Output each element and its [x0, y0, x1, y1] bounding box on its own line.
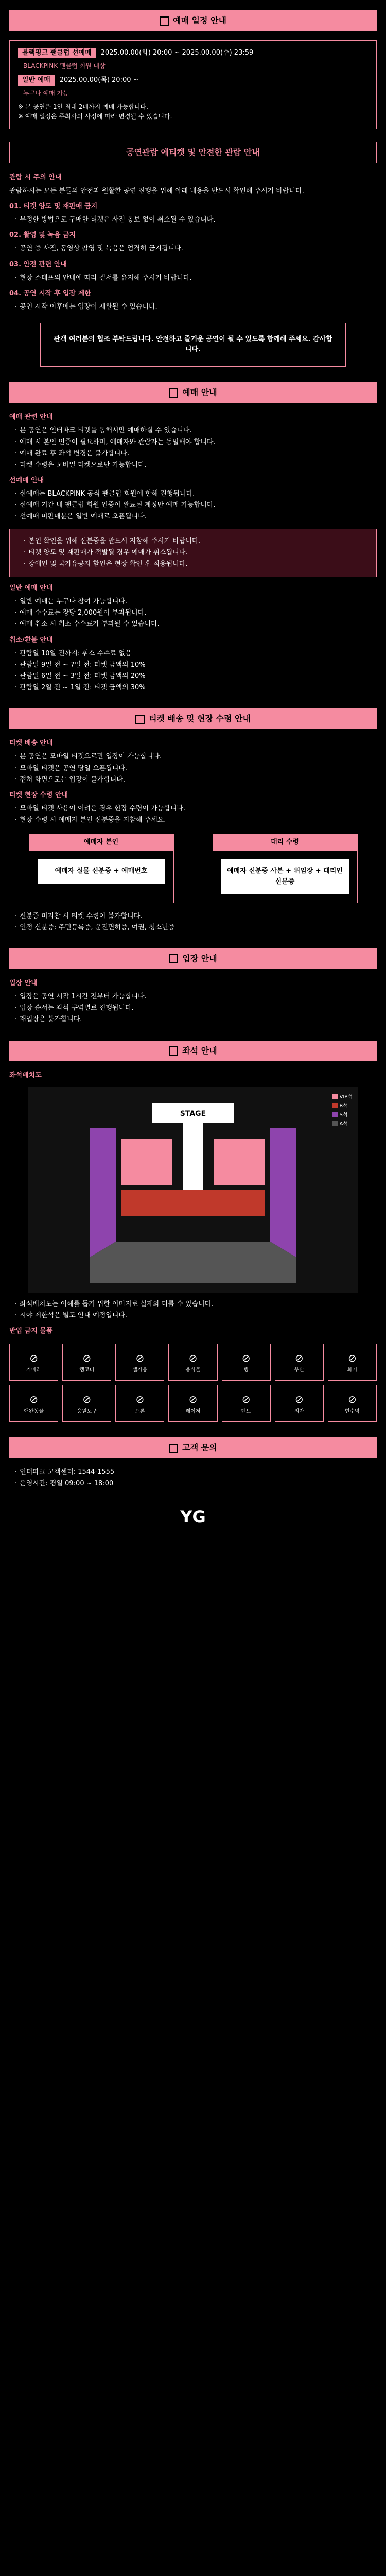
prohibited-label: 캠코더 [79, 1367, 95, 1373]
notice-item-4-h: 04. 공연 시작 후 입장 제한 [9, 289, 91, 297]
chair-icon: ⊘ 의자 [275, 1385, 324, 1422]
umbrella-icon: ⊘ 우산 [275, 1344, 324, 1381]
legend-item [332, 1120, 353, 1128]
prohibited-icons [9, 1344, 377, 1422]
floor-left [121, 1139, 172, 1185]
legend-vip: VIP석 [339, 1094, 353, 1100]
seat-title-text: 좌석 안내 [182, 1045, 217, 1056]
pickup-proxy-body: 예매자 신분증 사본 + 위임장 + 대리인 신분증 [221, 859, 349, 894]
sale-info-title-text: 예매 일정 안내 [173, 15, 226, 25]
ticket-line-4-4: · 관람일 2일 전 ~ 1일 전: 티켓 금액의 30% [14, 683, 377, 693]
stand-left [90, 1128, 116, 1257]
ticket-icon [169, 388, 178, 398]
prohibited-label: 애완동물 [24, 1408, 44, 1414]
mobile-heading-1: 티켓 배송 안내 [9, 739, 53, 748]
mobile-line-1-1: · 본 공연은 모바일 티켓으로만 입장이 가능합니다. [14, 752, 377, 762]
entry-line-3: · 재입장은 불가합니다. [14, 1014, 377, 1025]
ticket-heading-1: 예매 관련 안내 [9, 413, 53, 421]
notice-item-4-t: · 공연 시작 이후에는 입장이 제한될 수 있습니다. [14, 302, 377, 312]
legend-a: A석 [339, 1121, 348, 1127]
sale-note-1: BLACKPINK 팬클럽 회원 대상 [23, 62, 106, 70]
sale-date-2: 2025.00.00(목) 20:00 ~ [59, 76, 139, 84]
contact-line-2: · 운영시간: 평일 09:00 ~ 18:00 [14, 1479, 377, 1489]
sale-row-2 [18, 75, 368, 86]
camcorder-icon: ⊘ 캠코더 [62, 1344, 111, 1381]
pickup-self-card [29, 834, 174, 903]
seat-line-2: · 시야 제한석은 별도 안내 예정입니다. [14, 1311, 377, 1321]
pickup-proxy-head: 대리 수령 [213, 834, 357, 851]
page [0, 10, 386, 2576]
ticket-line-1-2: · 예매 시 본인 인증이 필요하며, 예매자와 관람자는 동일해야 합니다. [14, 437, 377, 448]
stand-right [270, 1128, 296, 1257]
notice-item-1-h: 01. 티켓 양도 및 재판매 금지 [9, 202, 98, 210]
fire-icon: ⊘ 화기 [328, 1344, 377, 1381]
info-icon [160, 16, 169, 26]
stand-back [90, 1242, 296, 1283]
entry-line-2: · 입장 순서는 좌석 구역별로 진행됩니다. [14, 1003, 377, 1013]
notice-title [9, 142, 377, 163]
ticket-warning-box [9, 529, 377, 577]
prohibited-label: 응원도구 [77, 1408, 97, 1414]
ticket-heading-4: 취소/환불 안내 [9, 636, 53, 644]
notice-item-2-t: · 공연 중 사진, 동영상 촬영 및 녹음은 엄격히 금지됩니다. [14, 244, 377, 254]
ticket-box-1: · 본인 확인을 위해 신분증을 반드시 지참해 주시기 바랍니다. [23, 536, 368, 547]
entry-line-1: · 입장은 공연 시작 1시간 전부터 가능합니다. [14, 992, 377, 1002]
camera-icon: ⊘ 카메라 [9, 1344, 58, 1381]
entry-title [9, 948, 377, 969]
prohibited-label: 음식물 [185, 1367, 201, 1373]
seat-map [28, 1087, 358, 1293]
pickup-proxy-card [213, 834, 358, 903]
prohibited-heading: 반입 금지 물품 [9, 1327, 53, 1335]
pet-icon: ⊘ 애완동물 [9, 1385, 58, 1422]
pickup-self-head: 예매자 본인 [29, 834, 173, 851]
ticket-heading-2: 선예매 안내 [9, 477, 44, 485]
phone-icon [169, 1444, 178, 1453]
notice-title-text: 공연관람 에티켓 및 안전한 관람 안내 [126, 147, 260, 157]
prohibited-label: 카메라 [26, 1367, 42, 1373]
prohibited-label: 레이저 [185, 1408, 201, 1414]
prohibited-label: 의자 [294, 1408, 304, 1414]
seat-legend [332, 1092, 353, 1129]
ticket-line-3-3: · 예매 취소 시 취소 수수료가 부과될 수 있습니다. [14, 619, 377, 630]
drone-icon: ⊘ 드론 [115, 1385, 164, 1422]
ticket-line-4-3: · 관람일 6일 전 ~ 3일 전: 티켓 금액의 20% [14, 671, 377, 682]
ticket-info-title-text: 예매 안내 [182, 387, 217, 398]
ticket-line-1-1: · 본 공연은 인터파크 티켓을 통해서만 예매하실 수 있습니다. [14, 426, 377, 436]
bottle-icon: ⊘ 병 [222, 1344, 271, 1381]
ticket-line-3-2: · 예매 수수료는 장당 2,000원이 부과됩니다. [14, 608, 377, 618]
legend-s: S석 [339, 1112, 348, 1118]
ticket-line-4-2: · 관람일 9일 전 ~ 7일 전: 티켓 금액의 10% [14, 660, 377, 670]
laser-icon: ⊘ 레이저 [168, 1385, 217, 1422]
prohibited-label: 우산 [294, 1367, 304, 1373]
entry-section [9, 978, 377, 1025]
sale-note-2: 누구나 예매 가능 [23, 89, 69, 97]
prohibited-label: 셀카봉 [132, 1367, 148, 1373]
entry-icon [169, 954, 178, 963]
prohibited-label: 현수막 [344, 1408, 360, 1414]
food-icon: ⊘ 음식물 [168, 1344, 217, 1381]
prohibited-label: 텐트 [241, 1408, 251, 1414]
ticket-box-3: · 장애인 및 국가유공자 할인은 현장 확인 후 적용됩니다. [23, 559, 368, 569]
ticket-line-3-1: · 일반 예매는 누구나 참여 가능합니다. [14, 597, 377, 607]
sale-note-b: ※ 예매 일정은 주최사의 사정에 따라 변경될 수 있습니다. [18, 113, 172, 121]
yg-logo: YG [180, 1507, 206, 1527]
mobile-ticket-section [9, 738, 377, 933]
ticket-box-2: · 티켓 양도 및 재판매가 적발될 경우 예매가 취소됩니다. [23, 548, 368, 558]
notice-heading: 관람 시 주의 안내 [9, 173, 62, 181]
legend-item [332, 1111, 353, 1120]
ticket-info-section [9, 412, 377, 693]
contact-section [9, 1467, 377, 1530]
sale-tag-1: 블랙핑크 팬클럽 선예매 [18, 48, 96, 58]
mobile-line-2-2: · 현장 수령 시 예매자 본인 신분증을 지참해 주세요. [14, 815, 377, 825]
stage-label: STAGE [180, 1109, 206, 1118]
selfie-stick-icon: ⊘ 셀카봉 [115, 1344, 164, 1381]
floor-right [214, 1139, 265, 1185]
ticket-line-4-1: · 관람일 10일 전까지: 취소 수수료 없음 [14, 649, 377, 659]
prohibited-label: 화기 [347, 1367, 358, 1373]
ticket-line-1-3: · 예매 완료 후 좌석 변경은 불가합니다. [14, 449, 377, 459]
contact-title [9, 1437, 377, 1458]
legend-item [332, 1102, 353, 1110]
contact-line-1: · 인터파크 고객센터: 1544-1555 [14, 1467, 377, 1478]
banner-icon: ⊘ 현수막 [328, 1385, 377, 1422]
notice-section [9, 173, 377, 367]
ticket-line-2-2: · 선예매 기간 내 팬클럽 회원 인증이 완료된 계정만 예매 가능합니다. [14, 500, 377, 511]
mobile-after-1: · 신분증 미지참 시 티켓 수령이 불가합니다. [14, 911, 377, 922]
entry-heading: 입장 안내 [9, 979, 38, 987]
mobile-heading-2: 티켓 현장 수령 안내 [9, 791, 68, 799]
mobile-ticket-title [9, 708, 377, 729]
mobile-line-1-2: · 모바일 티켓은 공연 당일 오픈됩니다. [14, 764, 377, 774]
pickup-flow [9, 834, 377, 903]
mobile-ticket-title-text: 티켓 배송 및 현장 수령 안내 [149, 714, 251, 724]
sale-date-1: 2025.00.00(화) 20:00 ~ 2025.00.00(수) 23:59 [100, 49, 254, 57]
seat-map-svg [28, 1087, 358, 1293]
cheer-tool-icon: ⊘ 응원도구 [62, 1385, 111, 1422]
mobile-line-2-1: · 모바일 티켓 사용이 어려운 경우 현장 수령이 가능합니다. [14, 804, 377, 814]
seat-line-1: · 좌석배치도는 이해를 돕기 위한 이미지로 실제와 다를 수 있습니다. [14, 1299, 377, 1310]
entry-title-text: 입장 안내 [182, 953, 217, 963]
seat-map-label: 좌석배치도 [9, 1071, 42, 1079]
seat-section [9, 1071, 377, 1422]
floor-back [121, 1190, 265, 1216]
prohibited-label: 병 [243, 1367, 249, 1373]
sale-info-title [9, 10, 377, 31]
sale-row-1 [18, 48, 368, 58]
legend-r: R석 [339, 1103, 348, 1109]
notice-intro: 관람하시는 모든 분들의 안전과 원활한 공연 진행을 위해 아래 내용을 반드시 확인해 주시기 바랍니다. [9, 187, 304, 195]
notice-item-3-h: 03. 안전 관련 안내 [9, 260, 67, 268]
sale-tag-2: 일반 예매 [18, 75, 55, 86]
runway [183, 1123, 203, 1195]
pickup-self-body: 예매자 실물 신분증 + 예매번호 [38, 859, 165, 884]
mobile-after-2: · 인정 신분증: 주민등록증, 운전면허증, 여권, 청소년증 [14, 923, 377, 933]
mobile-line-1-3: · 캡처 화면으로는 입장이 불가합니다. [14, 775, 377, 785]
mobile-icon [135, 715, 145, 724]
contact-title-text: 고객 문의 [182, 1443, 217, 1453]
notice-highlight: 관객 여러분의 협조 부탁드립니다. 안전하고 즐거운 공연이 될 수 있도록 함께해 주세요. 감사합니다. [40, 323, 346, 367]
notice-item-1-t: · 부정한 방법으로 구매한 티켓은 사전 통보 없이 취소될 수 있습니다. [14, 215, 377, 225]
ticket-line-2-3: · 선예매 미판매분은 일반 예매로 오픈됩니다. [14, 512, 377, 522]
ticket-line-1-4: · 티켓 수령은 모바일 티켓으로만 가능합니다. [14, 460, 377, 470]
seat-title [9, 1041, 377, 1061]
legend-item [332, 1093, 353, 1101]
sale-info-box [9, 40, 377, 129]
tent-icon: ⊘ 텐트 [222, 1385, 271, 1422]
seat-icon [169, 1046, 178, 1056]
notice-item-3-t: · 현장 스태프의 안내에 따라 질서를 유지해 주시기 바랍니다. [14, 273, 377, 283]
ticket-heading-3: 일반 예매 안내 [9, 584, 53, 592]
ticket-info-title [9, 382, 377, 403]
sale-note-a: ※ 본 공연은 1인 최대 2매까지 예매 가능합니다. [18, 103, 148, 111]
ticket-line-2-1: · 선예매는 BLACKPINK 공식 팬클럽 회원에 한해 진행됩니다. [14, 489, 377, 499]
prohibited-label: 드론 [135, 1408, 145, 1414]
notice-item-2-h: 02. 촬영 및 녹음 금지 [9, 231, 76, 240]
